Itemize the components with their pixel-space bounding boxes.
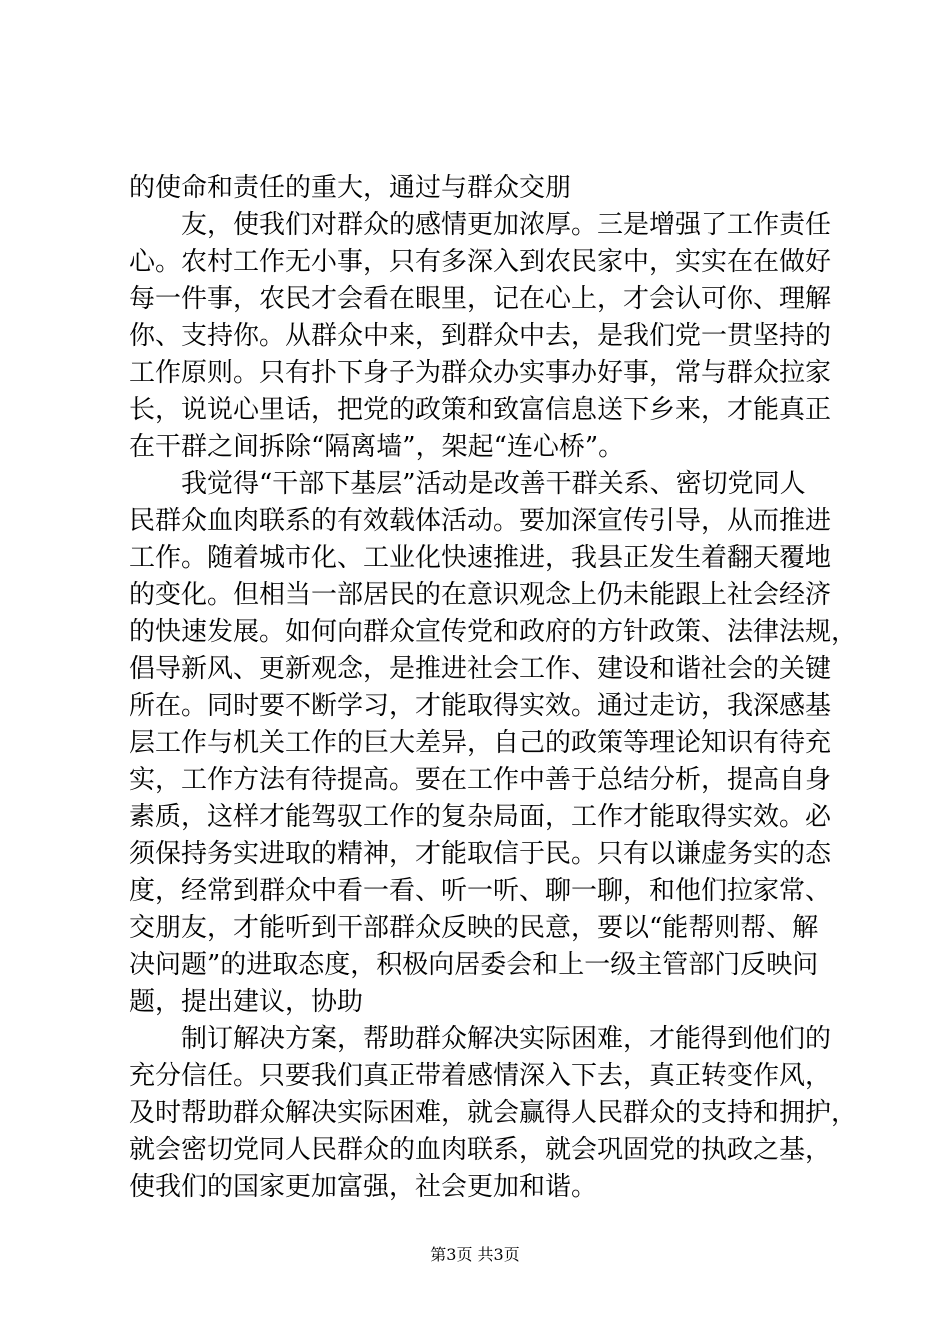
text-line: 民群众血肉联系的有效载体活动。要加深宣传引导，从而推进	[129, 506, 832, 536]
text-line: 及时帮助群众解决实际困难，就会赢得人民群众的支持和拥护，	[129, 1098, 858, 1128]
text-line: 使我们的国家更加富强，社会更加和谐。	[129, 1172, 598, 1202]
text-line: 充分信任。只要我们真正带着感情深入下去，真正转变作风，	[129, 1061, 832, 1091]
text-line: 心。农村工作无小事，只有多深入到农民家中，实实在在做好	[129, 247, 832, 277]
text-line: 每一件事，农民才会看在眼里，记在心上，才会认可你、理解	[129, 284, 832, 314]
text-line: 交朋友，才能听到干部群众反映的民意，要以“能帮则帮、解	[129, 913, 819, 943]
text-line: 我觉得“干部下基层”活动是改善干群关系、密切党同人	[129, 469, 806, 499]
text-line: 倡导新风、更新观念，是推进社会工作、建设和谐社会的关键	[129, 654, 832, 684]
text-line: 友，使我们对群众的感情更加浓厚。三是增强了工作责任	[129, 210, 832, 240]
text-line: 题，提出建议，协助	[129, 987, 364, 1017]
text-line: 的快速发展。如何向群众宣传党和政府的方针政策、法律法规，	[129, 617, 858, 647]
body-text	[129, 170, 858, 1206]
text-line: 须保持务实进取的精神，才能取信于民。只有以谦虚务实的态	[129, 839, 832, 869]
text-line: 在干群之间拆除“隔离墙”，架起“连心桥”。	[129, 432, 625, 462]
text-line: 你、支持你。从群众中来，到群众中去，是我们党一贯坚持的	[129, 321, 832, 351]
text-line: 所在。同时要不断学习，才能取得实效。通过走访，我深感基	[129, 691, 832, 721]
text-line: 度，经常到群众中看一看、听一听、聊一聊，和他们拉家常、	[129, 876, 832, 906]
text-line: 工作原则。只有扑下身子为群众办实事办好事，常与群众拉家	[129, 358, 832, 388]
text-line: 层工作与机关工作的巨大差异，自己的政策等理论知识有待充	[129, 728, 832, 758]
text-line: 工作。随着城市化、工业化快速推进，我县正发生着翻天覆地	[129, 543, 832, 573]
page-footer	[0, 1245, 950, 1265]
text-line: 素质，这样才能驾驭工作的复杂局面，工作才能取得实效。必	[129, 802, 832, 832]
text-line: 的使命和责任的重大，通过与群众交朋	[129, 173, 572, 203]
text-line: 就会密切党同人民群众的血肉联系，就会巩固党的执政之基，	[129, 1135, 832, 1165]
text-line: 长，说说心里话，把党的政策和致富信息送下乡来，才能真正	[129, 395, 832, 425]
text-line: 决问题”的进取态度，积极向居委会和上一级主管部门反映问	[129, 950, 819, 980]
page-number-label: 第3页 共3页	[430, 1245, 520, 1264]
text-line: 的变化。但相当一部居民的在意识观念上仍未能跟上社会经济	[129, 580, 832, 610]
text-line: 制订解决方案，帮助群众解决实际困难，才能得到他们的	[129, 1024, 832, 1054]
text-line: 实，工作方法有待提高。要在工作中善于总结分析，提高自身	[129, 765, 832, 795]
